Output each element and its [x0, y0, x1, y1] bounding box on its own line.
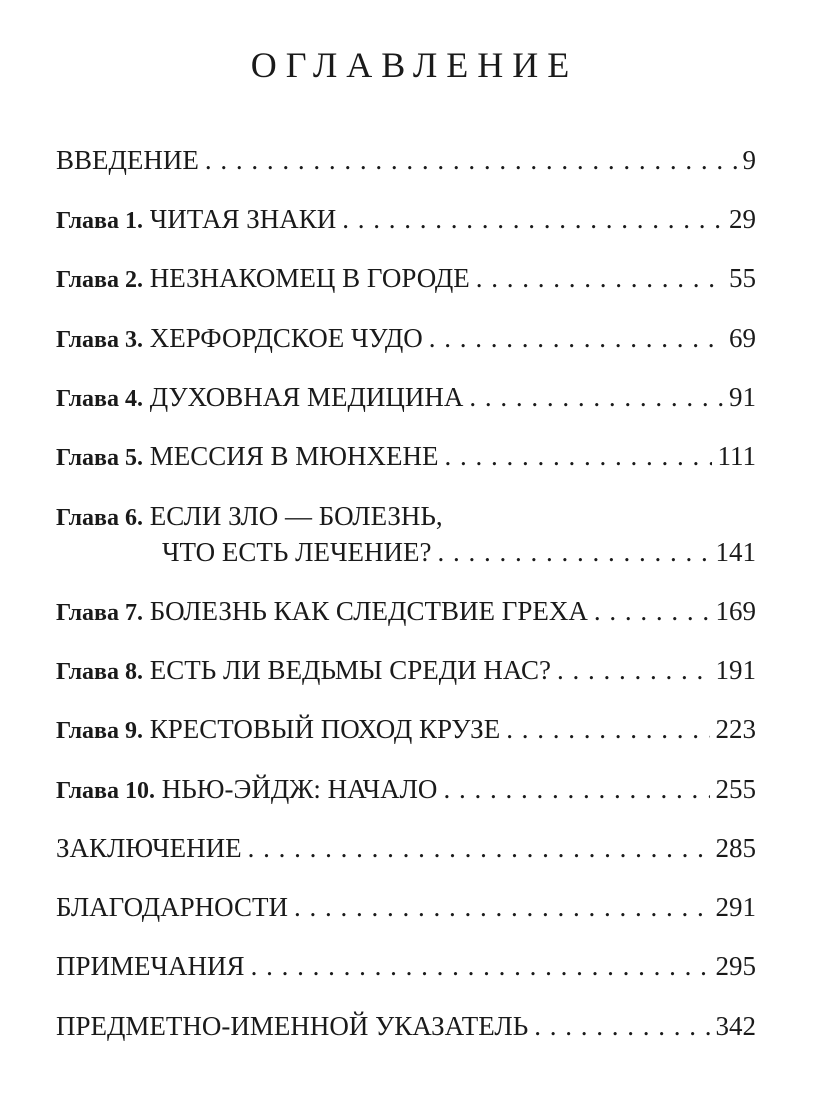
- toc-page-number: 285: [715, 833, 756, 863]
- chapter-prefix: Глава 8.: [56, 659, 143, 685]
- dot-leader: [445, 436, 712, 476]
- toc-entry-label: ВВЕДЕНИЕ: [56, 145, 199, 175]
- toc-entry-chapter-6-line-2[interactable]: [162, 532, 756, 572]
- toc-entry-acknowledgements[interactable]: [56, 887, 756, 927]
- toc-entry-label: БЛАГОДАРНОСТИ: [56, 892, 288, 922]
- dot-leader: [205, 140, 737, 180]
- dot-leader: [251, 946, 710, 986]
- chapter-prefix: Глава 1.: [56, 208, 143, 234]
- toc-page-number: 141: [715, 537, 756, 567]
- toc-page-number: 342: [715, 1011, 756, 1041]
- toc-page-number: 55: [729, 263, 756, 293]
- dot-leader: [248, 828, 710, 868]
- chapter-prefix: Глава 5.: [56, 445, 143, 471]
- toc-entry-conclusion[interactable]: [56, 828, 756, 868]
- toc-entry-label: БОЛЕЗНЬ КАК СЛЕДСТВИЕ ГРЕХА: [149, 596, 588, 626]
- toc-page-number: 291: [715, 892, 756, 922]
- toc-entry-label: МЕССИЯ В МЮНХЕНЕ: [149, 441, 439, 471]
- chapter-prefix: Глава 9.: [56, 718, 143, 744]
- toc-page-number: 111: [717, 441, 756, 471]
- toc-page-number: 9: [742, 145, 756, 175]
- toc-entry-chapter-1[interactable]: [56, 199, 756, 239]
- dot-leader: [476, 258, 723, 298]
- toc-entry-index[interactable]: [56, 1006, 756, 1046]
- toc-entry-label: ПРИМЕЧАНИЯ: [56, 951, 245, 981]
- dot-leader: [557, 650, 709, 690]
- toc-page-number: 69: [729, 323, 756, 353]
- toc-entry-label-continued: ЧТО ЕСТЬ ЛЕЧЕНИЕ?: [162, 537, 432, 567]
- dot-leader: [534, 1006, 709, 1046]
- toc-page-number: 191: [715, 655, 756, 685]
- toc-entry-label: ЗАКЛЮЧЕНИЕ: [56, 833, 242, 863]
- toc-entry-introduction[interactable]: [56, 140, 756, 180]
- dot-leader: [443, 769, 709, 809]
- toc-entry-chapter-5[interactable]: [56, 436, 756, 476]
- dot-leader: [506, 709, 709, 749]
- toc-page-number: 255: [715, 774, 756, 804]
- toc-entry-chapter-6-line-1[interactable]: [56, 496, 443, 536]
- toc-entry-label: НЬЮ-ЭЙДЖ: НАЧАЛО: [161, 774, 438, 804]
- chapter-prefix: Глава 10.: [56, 778, 155, 804]
- toc-entry-chapter-3[interactable]: [56, 318, 756, 358]
- toc-entry-chapter-7[interactable]: [56, 591, 756, 631]
- toc-entry-chapter-10[interactable]: [56, 769, 756, 809]
- toc-entry-label: КРЕСТОВЫЙ ПОХОД КРУЗЕ: [149, 714, 501, 744]
- toc-entry-notes[interactable]: [56, 946, 756, 986]
- toc-entry-label: ЕСЛИ ЗЛО — БОЛЕЗНЬ,: [149, 501, 443, 531]
- page-title: ОГЛАВЛЕНИЕ: [250, 45, 579, 85]
- chapter-prefix: Глава 2.: [56, 267, 143, 293]
- chapter-prefix: Глава 3.: [56, 327, 143, 353]
- toc-entry-chapter-4[interactable]: [56, 377, 756, 417]
- toc-page-number: 295: [715, 951, 756, 981]
- toc-entry-label: ХЕРФОРДСКОЕ ЧУДО: [149, 323, 423, 353]
- dot-leader: [594, 591, 710, 631]
- toc-entry-label: ЕСТЬ ЛИ ВЕДЬМЫ СРЕДИ НАС?: [149, 655, 552, 685]
- toc-page-number: 223: [715, 714, 756, 744]
- toc-entry-chapter-8[interactable]: [56, 650, 756, 690]
- toc-entry-label: ПРЕДМЕТНО-ИМЕННОЙ УКАЗАТЕЛЬ: [56, 1011, 529, 1041]
- dot-leader: [438, 532, 710, 572]
- chapter-prefix: Глава 7.: [56, 600, 143, 626]
- toc-page-number: 29: [729, 204, 756, 234]
- chapter-prefix: Глава 6.: [56, 505, 143, 531]
- dot-leader: [294, 887, 710, 927]
- dot-leader: [429, 318, 723, 358]
- toc-page-number: 91: [729, 382, 756, 412]
- toc-entry-label: ДУХОВНАЯ МЕДИЦИНА: [149, 382, 464, 412]
- toc-entry-label: ЧИТАЯ ЗНАКИ: [149, 204, 337, 234]
- dot-leader: [469, 377, 723, 417]
- toc-entry-label: НЕЗНАКОМЕЦ В ГОРОДЕ: [149, 263, 470, 293]
- toc-entry-chapter-9[interactable]: [56, 709, 756, 749]
- dot-leader: [342, 199, 723, 239]
- toc-page-number: 169: [715, 596, 756, 626]
- chapter-prefix: Глава 4.: [56, 386, 143, 412]
- toc-entry-chapter-2[interactable]: [56, 258, 756, 298]
